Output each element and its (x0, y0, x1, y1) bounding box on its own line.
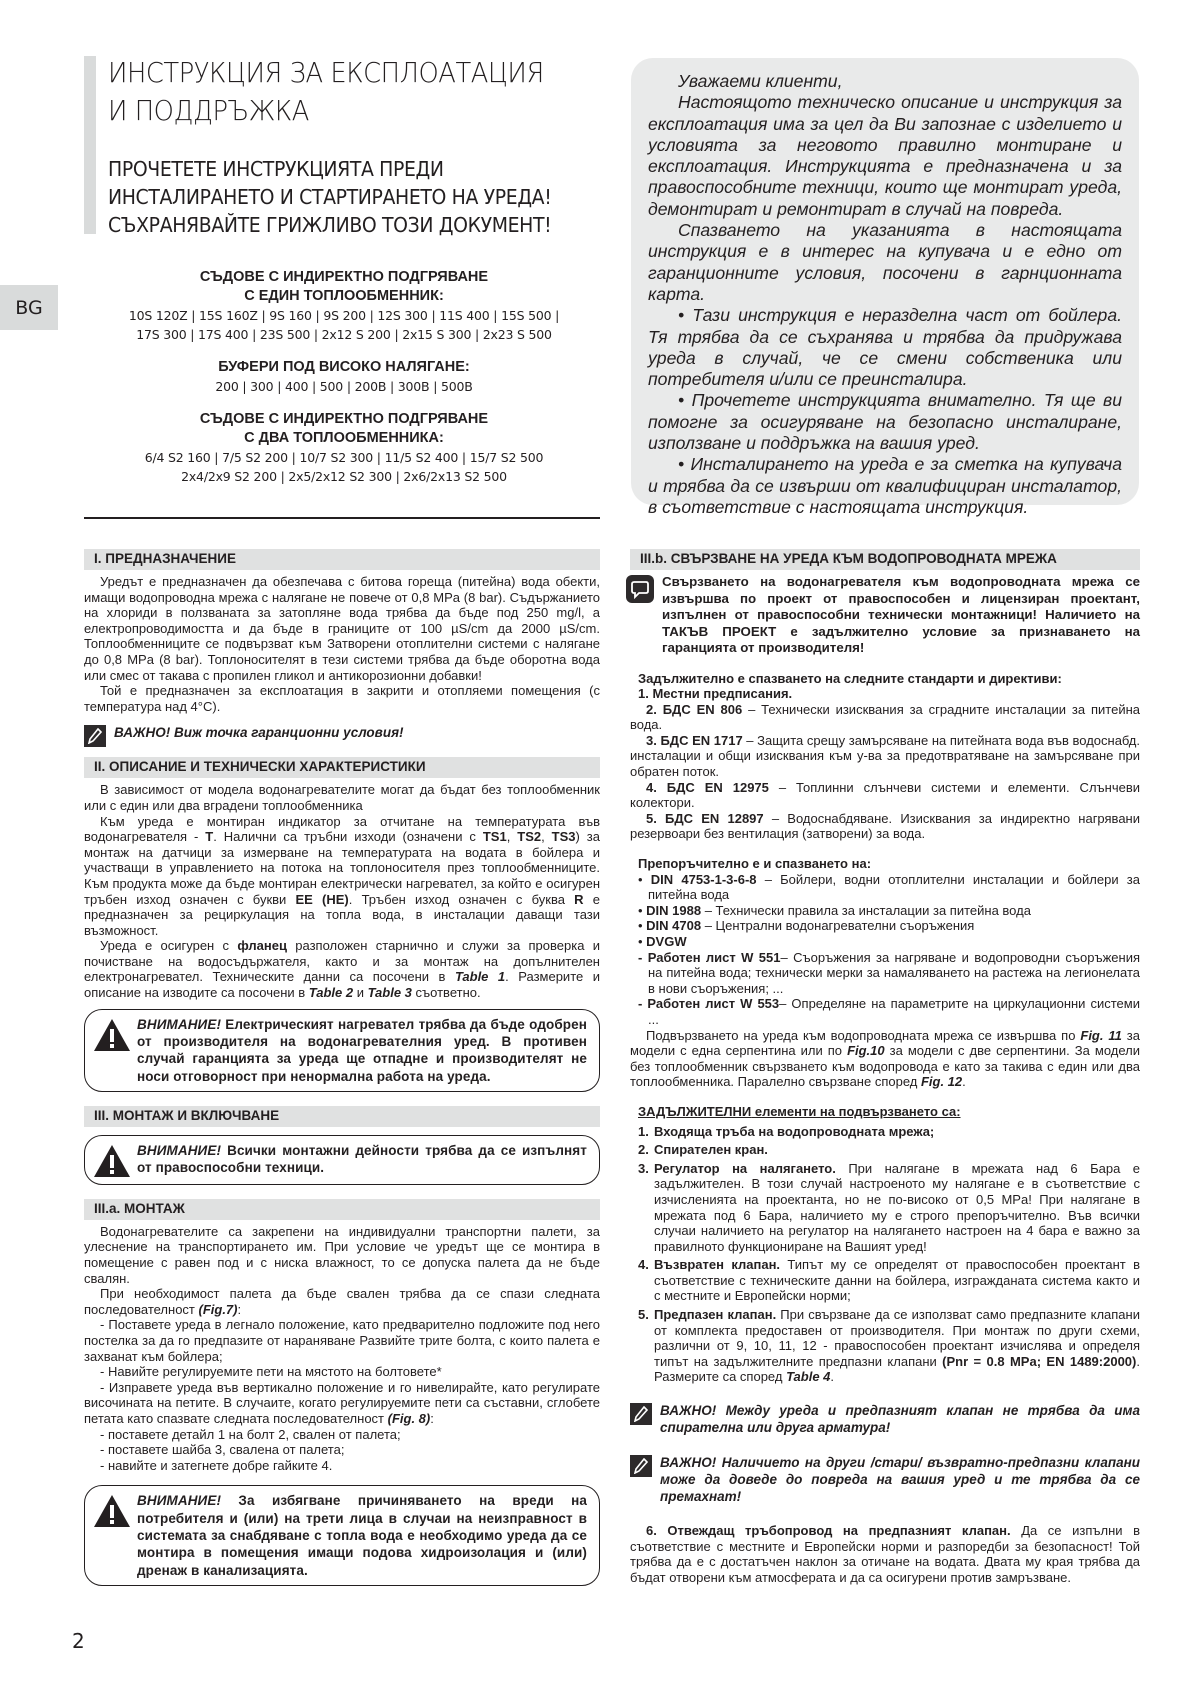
title-line: И ПОДДРЪЖКА (108, 94, 309, 127)
left-column (84, 549, 600, 1594)
info-text: Свързването на водонагревателя към водопроводната мрежа се извършва по проект от правоспособен и лицензиран проектант, изпълнен от правоспособни технически монтажници! Наличието на ТАКЪВ ПРОЕКТ е задължително условие за признаването на гаранцията от производителя! (662, 574, 1140, 655)
page-title (108, 54, 544, 130)
pencil-icon (630, 1455, 652, 1477)
group-models: 17S 300 | 17S 400 | 23S 500 | 2x12 S 200 | 2x15 S 300 | 2x23 S 500 (136, 327, 552, 342)
section-heading-description: II. ОПИСАНИЕ И ТЕХНИЧЕСКИ ХАРАКТЕРИСТИКИ (84, 757, 600, 778)
section-heading-installation: III. МОНТАЖ И ВКЛЮЧВАНЕ (84, 1106, 600, 1127)
group-title: С ДВА ТОПЛООБМЕННИКА: (244, 430, 444, 446)
paragraph: Той е предназначен за експлоатация в закрити и отопляеми помещения (с температура над 4°C). (84, 683, 600, 714)
sub-step-item: - поставете шайба 3, свалена от палета; (100, 1442, 345, 1458)
paragraph: Водонагревателите са закрепени на индивидуални транспортни палети, за улеснение на транспортирането им. При условие че уредът ще се монтира в помещение с равен под и с ниска влажност, то се допуска палета да не бъде свалян. (84, 1223, 600, 1286)
pencil-icon (84, 725, 106, 747)
note-text: ВАЖНО! Между уреда и предпазният клапан не трябва да има спирателна или друга арматура! (660, 1403, 1140, 1436)
speech-bubble-icon (626, 575, 654, 603)
warning-box (84, 1135, 600, 1185)
subtitle-line: ПРОЧЕТЕТЕ ИНСТРУКЦИЯТА ПРЕДИ (108, 157, 444, 181)
recommended-item: • DIN 1988 – Технически правила за инсталации за питейна вода (638, 902, 1031, 918)
step-item: - Поставете уреда в легнало положение, като предварително подложите под него постелка за да го предпазите от нараняване Развийте трите болта, с които палета е захванат към бойлера; (84, 1317, 600, 1364)
warning-icon (93, 1494, 131, 1528)
group-title: С ЕДИН ТОПЛООБМЕННИК: (244, 288, 444, 304)
page-number: 2 (72, 1629, 85, 1653)
greeting-bullet: • Тази инструкция е неразделна част от бойлера. Тя трябва да се съхранява и трябва да придружава уреда в случай, че се смени собственика или потребителя и/или се преинсталира. (648, 305, 1122, 390)
list-title: Препоръчително е и спазването на: (638, 856, 872, 872)
paragraph: Уредът е предназначен да обезпечава с битова гореща (питейна) вода обекти, имащи водопроводна мрежа с налягане не повече от 0,8 MPa (8 bar). Съдържанието на хлориди в ползваната за затопляне вода трябва да бъде под 250 mg/l, а електропроводимостта и да бъде в границите от 100 µS/cm да 2000 µS/cm. Топлообменниците се подвързват към Затворени отоплителни системи с налягане до 0,8 MPa (8 bar). Топлоносителят в тези системи трябва да бъде оборотна вода или смес от такава с пропилен гликол и антикорозионни добавки! (84, 574, 600, 683)
greeting-paragraph: Спазването на указанията в настоящата инструкция е в интерес на купувача и е едно от гаранционните условия, посочени в гарнционната карта. (648, 220, 1122, 304)
model-list (84, 268, 604, 500)
paragraph: Към уреда е монтиран индикатор за отчитане на температурата във водонагревателя - T. Налични са тръбни изходи (означени с TS1, TS2, TS3) за монтаж на датчици за измерване на температурата на водата в бойлера и участващи в управлението на потока на топлоносителя през топлообменниците. Към продукта може да бъде монтиран електрически нагревател, за който е осигурен тръбен изход означен с букви EE (HE). Тръбен изход означен с буква R е предназначен за рециркулация на топла вода, в инсталации даващи тази възможност. (84, 813, 600, 938)
subtitle-line: СЪХРАНЯВАЙТЕ ГРИЖЛИВО ТОЗИ ДОКУМЕНТ! (108, 213, 552, 237)
group-title: СЪДОВЕ С ИНДИРЕКТНО ПОДГРЯВАНЕ (199, 411, 489, 427)
page-subtitle (108, 155, 551, 239)
greeting-bullet: • Прочетете инструкцията внимателно. Тя ще ви помогне за осигуряване на безопасно инсталиране, използване и поддръжка на вашия уред. (648, 390, 1122, 454)
warning-box (84, 1009, 600, 1092)
group-models: 10S 120Z | 15S 160Z | 9S 160 | 9S 200 | 12S 300 | 11S 400 | 15S 500 | (128, 308, 560, 323)
greeting-box (631, 58, 1139, 517)
recommended-item: • DIN 4753-1-3-6-8 – Бойлери, водни отоплителни инсталации и бойлери за питейна вода (638, 871, 1141, 903)
paragraph: При необходимост палета да бъде свален трябва да се спази следната последователност (Fig.7): (84, 1286, 600, 1317)
subtitle-line: ИНСТАЛИРАНЕТО И СТАРТИРАНЕТО НА УРЕДА! (108, 185, 552, 209)
standard-item: 2. БДС EN 806 – Технически изисквания за сградните инсталации за питейна вода. (630, 701, 1140, 733)
warning-text: ВНИМАНИЕ! Всички монтажни дейности трябва да се изпълнят от правоспособни техници. (137, 1142, 587, 1176)
required-item: 4. Възвратен клапан. Типът му се определят от правоспособен проектант в съответствие с техническите данни на бойлера, изгражданата система както и с местните и Европейски норми; (638, 1257, 1141, 1304)
standard-item: 5. БДС EN 12897 – Водоснабдяване. Изисквания за индиректно нагрявани резервоари без вентилация (затворени) за вода. (630, 810, 1140, 842)
step-item: - Изправете уреда във вертикално положение и го нивелирайте, като регулирате височината на петите. В случаите, когато регулируемите пети са съставни, сглобете петата като спазвате следната последователност (Fig. 8): (84, 1379, 600, 1426)
warning-icon (93, 1018, 131, 1052)
divider (84, 517, 600, 519)
warning-icon (93, 1144, 131, 1178)
standard-item: 3. БДС EN 1717 – Защита срещу замърсяване на питейната вода във водоснабд. инсталации и общи изисквания към у-ва за предотвратяване на замърсяване при обратен поток. (630, 732, 1140, 780)
note-text: ВАЖНО! Наличието на други /стари/ възвратно-предпазни клапани може да доведе до повреда на вашия уред и те трябва да се премахнат! (660, 1455, 1140, 1505)
right-column (630, 549, 1140, 1585)
recommended-item: - Работен лист W 551– Съоръжения за нагряване и водопроводни съоръжения на питейна вода; технически мерки за намаляването на растежа на легионелата в нови съоръжения; ... (638, 949, 1141, 996)
greeting-bullet: • Инсталирането на уреда е за сметка на купувача и трябва да се извърши от квалифициран инсталатор, в съответствие с настоящата инструкция. (648, 454, 1122, 517)
group-title: БУФЕРИ ПОД ВИСОКО НАЛЯГАНЕ: (218, 359, 470, 375)
section-heading-purpose: I. ПРЕДНАЗНАЧЕНИЕ (84, 549, 600, 570)
recommended-item: • DVGW (638, 934, 687, 949)
important-note (630, 1402, 1140, 1436)
paragraph: В зависимост от модела водонагревателите могат да бъдат без топлообменник или с един или два вградени топлообменника (84, 782, 600, 813)
pencil-icon (630, 1403, 652, 1425)
greeting-paragraph: Настоящото техническо описание и инструкция за експлоатация има за цел да Ви запознае с изделието и условията за неговото правилно монтиране и експлоатация. Инструкцията е предназначена и за правоспособните техници, които ще монтират уреда, демонтират и ремонтират в случай на повреда. (648, 92, 1122, 219)
required-item: 2. Спирателен кран. (638, 1142, 768, 1158)
recommended-item: • DIN 4708 – Централни водонагревателни съоръжения (638, 918, 975, 934)
group-models: 6/4 S2 160 | 7/5 S2 200 | 10/7 S2 300 | 11/5 S2 400 | 15/7 S2 500 (144, 450, 544, 465)
important-note (630, 1454, 1140, 1505)
required-item: 3. Регулатор на налягането. При налягане в мрежата над 6 Бара е задължителен. В този случай настроеното му налягане е в съответствие с изчисленията на проектанта, но не по-високо от 0,5 MPa! При налягане в мрежата под 6 Бара, наличието му е строго препоръчително. Във всички случаи наличието на регулатор на налягането настроен на 4 бара е важно за правилното функциониране на Вашият уред! (638, 1160, 1141, 1254)
paragraph: 6. Отвеждащ тръбопровод на предпазният клапан. Да се изпълни в съответствие с местните и Европейски норми и разпоредби за безопасност! Той трябва да е с достатъчен наклон за отичане на водата. Двата му края трябва да бъдат отворени към атмосферата и да са осигурени против замръзване. (630, 1523, 1141, 1585)
section-heading-water-connection: III.b. СВЪРЗВАНЕ НА УРЕДА КЪМ ВОДОПРОВОДНАТА МРЕЖА (630, 549, 1140, 570)
list-title: ЗАДЪЛЖИТЕЛНИ елементи на подвързването са: (638, 1103, 961, 1119)
model-group-two-exchangers (84, 410, 604, 486)
recommended-item: - Работен лист W 553– Определяне на параметрите на циркулационни системи ... (638, 996, 1140, 1027)
step-item: - Навийте регулируемите пети на мястото на болтовете* (100, 1364, 442, 1380)
warning-text: ВНИМАНИЕ! За избягване причиняването на вреди на потребителя и (или) на трети лица в случаи на неизправност в системата за снабдяване с топла вода е необходимо уреда да се монтира в помещения имащи подова хидроизолация и (или) дренаж в канализацията. (137, 1493, 587, 1578)
important-note (84, 724, 600, 747)
paragraph: Подвързването на уреда към водопроводната мрежа се извършва по Fig. 11 за модели с една серпентина или по Fig.10 за модели с две серпентини. За модели без топлообменник свързването към водопровода е като за такива с един или два топлообменника. Паралелно свързване според Fig. 12. (630, 1027, 1140, 1090)
sub-step-item: - навийте и затегнете добре гайките 4. (100, 1457, 333, 1473)
standard-item: 1. Местни предписания. (638, 686, 793, 702)
info-note (630, 574, 1140, 657)
sub-step-item: - поставете детайл 1 на болт 2, свален от палета; (100, 1426, 401, 1442)
model-group-single-exchanger (84, 268, 604, 344)
required-item: 1. Входяща тръба на водопроводната мрежа; (638, 1123, 935, 1139)
warning-box (84, 1485, 600, 1585)
paragraph: Уреда е осигурен с фланец разположен старнично и служи за проверка и почистване на водосъдържателя, както и за монтаж на допълнителен електронагревател. Техническите данни са посочени в Table 1. Размерите и описание на изводите са посочени в Table 2 и Table 3 съответно. (84, 938, 600, 1001)
group-models: 2x4/2x9 S2 200 | 2x5/2x12 S2 300 | 2x6/2x13 S2 500 (181, 469, 507, 484)
required-item: 5. Предпазен клапан. При свързване да се използват само предпазните клапани от комплекта предоставен от производителя. При монтаж по други схеми, различни от 9, 10, 11, 12 - правоспособен проектант изчислява и определя типът на задължителните предпазни клапани (Pnr = 0.8 MPa; EN 1489:2000). Размерите са според Table 4. (638, 1307, 1140, 1385)
greeting-salutation: Уважаеми клиенти, (678, 71, 843, 91)
list-title: Задължително е спазването на следните стандарти и директиви: (638, 670, 1062, 686)
model-group-buffers (84, 358, 604, 396)
section-heading-mounting: III.a. МОНТАЖ (84, 1199, 600, 1220)
title-accent-bar (84, 56, 96, 234)
standard-item: 4. БДС EN 12975 – Топлинни слънчеви системи и елементи. Слънчеви колектори. (630, 779, 1141, 811)
title-line: ИНСТРУКЦИЯ ЗА ЕКСПЛОАТАЦИЯ (108, 56, 544, 89)
group-title: СЪДОВЕ С ИНДИРЕКТНО ПОДГРЯВАНЕ (199, 269, 489, 285)
note-text: ВАЖНО! Виж точка гаранционни условия! (114, 725, 404, 741)
warning-text: ВНИМАНИЕ! Електрическият нагревател трябва да бъде одобрен от производителя на водонагревателния уред. В противен случай гаранцията за уреда ще отпадне и производителят не носи отговорност при ненормална работа на уреда. (137, 1016, 587, 1084)
group-models: 200 | 300 | 400 | 500 | 200B | 300B | 500B (215, 379, 473, 394)
language-tab: BG (0, 285, 58, 330)
